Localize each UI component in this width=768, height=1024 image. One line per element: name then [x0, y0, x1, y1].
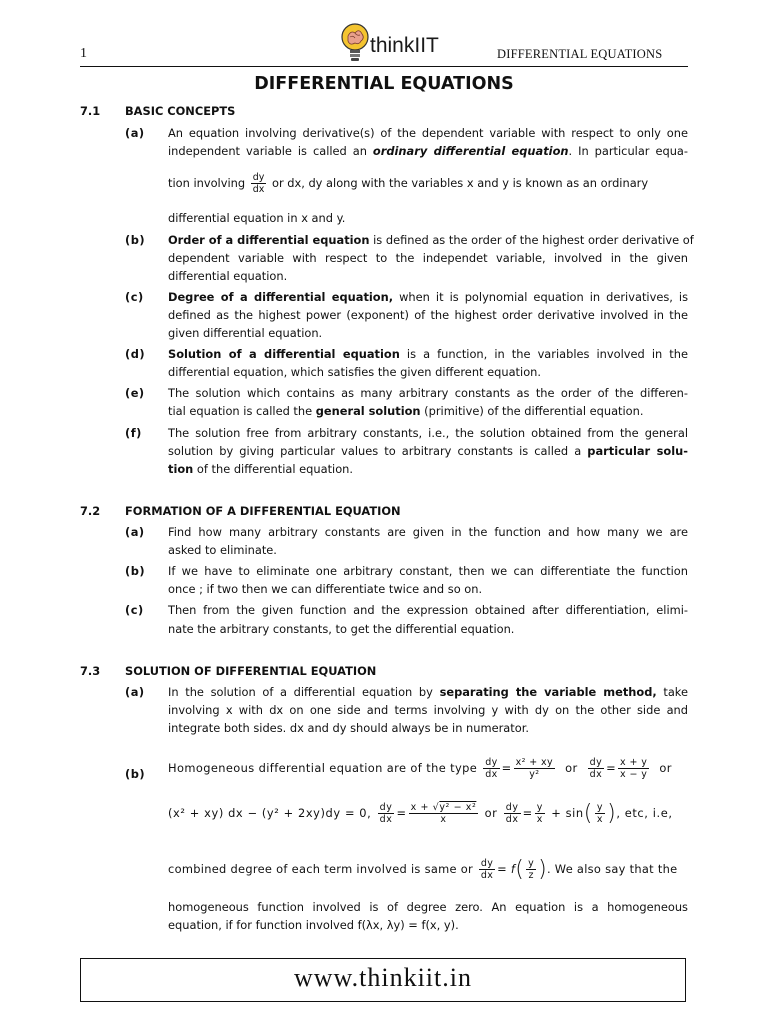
- numerator: x² + xy: [515, 757, 554, 768]
- paragraph-line: [168, 126, 688, 140]
- text: independent variable is called an: [168, 144, 373, 158]
- denominator: x: [596, 814, 604, 825]
- text: x +: [410, 802, 433, 813]
- footer-box: [80, 958, 686, 1002]
- fraction: [251, 172, 267, 195]
- text: tial equation is called the: [168, 404, 316, 418]
- text: or: [565, 761, 578, 775]
- text: or: [484, 806, 498, 820]
- text: (x² + xy) dx − (y² + 2xy)dy = 0,: [168, 806, 372, 820]
- page-title: DIFFERENTIAL EQUATIONS: [254, 74, 514, 94]
- paragraph-line: differential equation in x and y.: [168, 211, 346, 225]
- numerator: dy: [589, 757, 603, 768]
- fraction: [514, 757, 555, 780]
- paragraph-line: once ; if two then we can differentiate twice and so on.: [168, 582, 483, 596]
- fraction: [409, 802, 479, 825]
- text: tion involving: [168, 176, 246, 190]
- section-title: SOLUTION OF DIFFERENTIAL EQUATION: [125, 664, 377, 678]
- paragraph-line: [168, 347, 688, 361]
- text: . We also say that the: [546, 862, 678, 876]
- item-label: (a): [125, 685, 145, 699]
- text: combined degree of each term involved is same or: [168, 862, 473, 876]
- denominator: x: [536, 814, 543, 825]
- text: An equation involving derivative(s) of the dependent variable with respect to only one: [168, 126, 688, 140]
- section-number: 7.3: [80, 664, 101, 678]
- text: or dx, dy along with the variables x and y is known as an ordinary: [271, 176, 649, 190]
- text: = f: [497, 862, 516, 876]
- numerator: y: [536, 802, 543, 813]
- logo: [340, 22, 450, 66]
- text: solution by giving particular values to arbitrary constants is called a: [168, 444, 588, 458]
- denominator: x − y: [620, 769, 648, 780]
- fraction: [618, 757, 649, 780]
- item-label: (b): [125, 767, 146, 781]
- section-number: 7.2: [80, 504, 101, 518]
- section-title: FORMATION OF A DIFFERENTIAL EQUATION: [125, 504, 401, 518]
- footer-url[interactable]: www.thinkiit.in: [294, 963, 472, 992]
- paragraph-line: defined as the highest power (exponent) of the highest order derivative involved in the: [168, 308, 688, 322]
- paragraph-line: [168, 404, 688, 418]
- paragraph-line: [168, 685, 688, 699]
- fraction: [595, 802, 605, 825]
- fraction: [588, 757, 604, 780]
- paragraph-line: [168, 233, 694, 247]
- text: take: [656, 685, 688, 699]
- numerator: dy: [485, 757, 498, 768]
- text: or: [659, 761, 672, 775]
- text: +: [551, 806, 562, 820]
- text: (primitive) of the differential equation.: [420, 404, 644, 418]
- text: , etc, i.e,: [616, 806, 673, 820]
- paragraph-line: given differential equation.: [168, 326, 323, 340]
- header-rule: [80, 66, 688, 67]
- paragraph-line: homogeneous function involved is of degree zero. An equation is a homogeneous: [168, 900, 688, 914]
- denominator: z: [528, 870, 534, 881]
- fraction: [535, 802, 545, 825]
- paragraph-line: [168, 144, 688, 158]
- page-number: 1: [80, 46, 87, 61]
- paragraph-line: differential equation.: [168, 269, 288, 283]
- denominator: dx: [379, 814, 393, 825]
- paragraph-line: Find how many arbitrary constants are given in the function and how many we are: [168, 525, 688, 539]
- paragraph-line: [168, 172, 688, 195]
- term-emphasis: Degree of a differential equation,: [168, 290, 394, 304]
- logo-text: thinkIIT: [370, 34, 439, 57]
- paragraph-line: dependent variable with respect to the independet variable, involved in the given: [168, 251, 688, 265]
- term-emphasis: ordinary differential equation: [372, 144, 569, 158]
- denominator: dx: [505, 814, 519, 825]
- term-emphasis: tion: [168, 462, 194, 476]
- text: sin: [565, 806, 584, 820]
- text: of the differential equation.: [193, 462, 354, 476]
- fraction: [479, 858, 495, 881]
- term-emphasis: particular solu-: [587, 444, 688, 458]
- term-emphasis: Order of a differential equation: [168, 233, 370, 247]
- item-label: (a): [125, 126, 145, 140]
- text: . In particular equa-: [568, 144, 689, 158]
- section-number: 7.1: [80, 104, 101, 118]
- paragraph-line: If we have to eliminate one arbitrary constant, then we can differentiate the function: [168, 564, 688, 578]
- numerator: x + y: [620, 757, 648, 768]
- denominator: y²: [529, 769, 540, 780]
- lightbulb-brain-icon: [340, 22, 370, 64]
- numerator: dy: [480, 858, 494, 869]
- denominator: dx: [480, 870, 494, 881]
- fraction: [483, 757, 499, 780]
- equation-line: Homogeneous differential equation are of the type $\frac{dy}{dx}$ = $\frac{\text{x² + xy}}{\text{y²}}$ or $\frac{dy}{dx}$ = $\frac{x + y}{x - y}$ or: [168, 757, 672, 780]
- paragraph-line: [168, 290, 688, 304]
- paragraph-line: [168, 444, 688, 458]
- text: In the solution of a differential equation by: [168, 685, 440, 699]
- item-label: (b): [125, 564, 146, 578]
- paragraph-line: The solution which contains as many arbitrary constants as the order of the differen-: [168, 386, 688, 400]
- paragraph-line: The solution free from arbitrary constants, i.e., the solution obtained from the general: [168, 426, 688, 440]
- item-label: (e): [125, 386, 145, 400]
- text: is a function, in the variables involved in the: [399, 347, 688, 361]
- denominator: dx: [252, 184, 265, 195]
- item-label: (f): [125, 426, 142, 440]
- text: Homogeneous differential equation are of the type: [168, 761, 478, 775]
- item-label: (a): [125, 525, 145, 539]
- section-title: BASIC CONCEPTS: [125, 104, 236, 118]
- term-emphasis: general solution: [315, 404, 421, 418]
- numerator: x + √y² − x²: [410, 802, 477, 813]
- fraction: [378, 802, 395, 825]
- paragraph-line: [168, 462, 688, 476]
- paragraph-line: differential equation, which satisfies the given different equation.: [168, 365, 541, 379]
- denominator: x: [440, 814, 447, 825]
- item-label: (d): [125, 347, 146, 361]
- equation-line: combined degree of each term involved is same or $\frac{dy}{dx}$ = f( $\frac{y}{z}$ ). We also say that the: [168, 857, 678, 882]
- radicand: y² − x²: [439, 802, 477, 813]
- numerator: y: [596, 802, 604, 813]
- term-emphasis: separating the variable method,: [439, 685, 657, 699]
- denominator: dx: [485, 769, 498, 780]
- term-emphasis: Solution of a differential equation: [168, 347, 400, 361]
- numerator: dy: [252, 172, 265, 183]
- fraction: [526, 858, 536, 881]
- numerator: dy: [379, 802, 393, 813]
- numerator: dy: [505, 802, 519, 813]
- item-label: (b): [125, 233, 146, 247]
- numerator: y: [528, 858, 535, 869]
- paragraph-line: equation, if for function involved f(λx, λy) = f(x, y).: [168, 918, 459, 932]
- denominator: dx: [589, 769, 603, 780]
- fraction: [504, 802, 521, 825]
- text: is defined as the order of the highest order derivative of: [369, 233, 694, 247]
- paragraph-line: asked to eliminate.: [168, 543, 277, 557]
- item-label: (c): [125, 603, 144, 617]
- paragraph-line: involving x with dx on one side and terms involving y with dy on the other side and: [168, 703, 688, 717]
- paragraph-line: integrate both sides. dx and dy should always be in numerator.: [168, 721, 529, 735]
- running-title: DIFFERENTIAL EQUATIONS: [497, 47, 663, 61]
- paragraph-line: nate the arbitrary constants, to get the differential equation.: [168, 622, 515, 636]
- equation-line: (x² + xy) dx − (y² + 2xy)dy = 0, $\frac{dy}{dx}$ = $\frac{\text{x + √y² − x²}}{x}$ or $\frac{dy}{dx}$ = $\frac{y}{x}$ + sin( $\frac{y}{x}$ ), etc, i.e,: [168, 801, 673, 826]
- item-label: (c): [125, 290, 144, 304]
- text: when it is polynomial equation in derivatives, is: [393, 290, 689, 304]
- paragraph-line: Then from the given function and the expression obtained after differentiation, elimi-: [168, 603, 688, 617]
